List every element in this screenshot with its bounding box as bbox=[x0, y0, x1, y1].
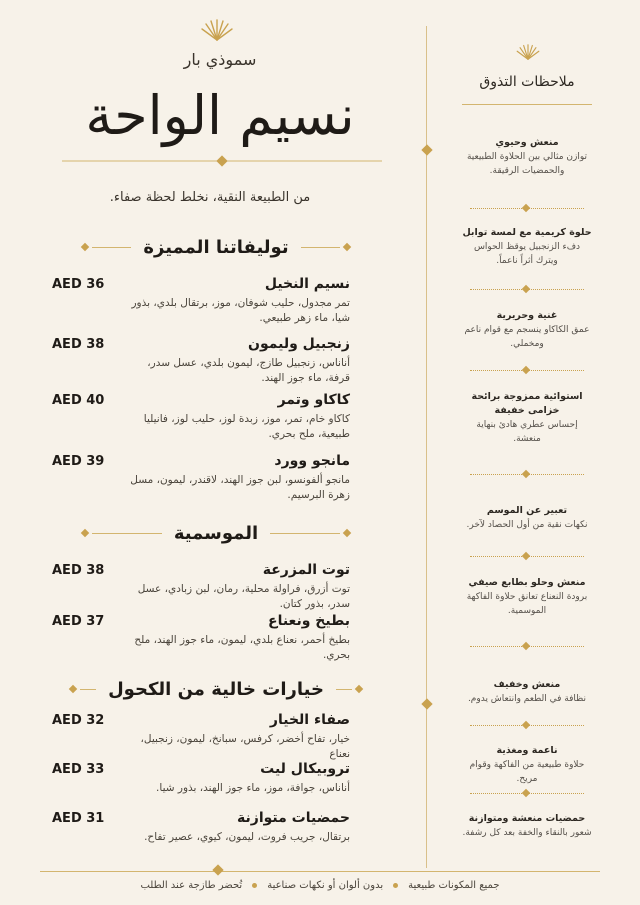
menu-item bbox=[52, 276, 350, 326]
footer bbox=[40, 880, 600, 891]
note-heading: منعش وحلو بطابع صيفي bbox=[468, 577, 586, 588]
item-description: مانجو ألفونسو، لبن جوز الهند، لاقندر، ليمون، مسل زهرة البرسيم. bbox=[130, 474, 350, 501]
sidebar-divider bbox=[462, 104, 592, 105]
item-description: تمر مجدول، حليب شوفان، موز، برتقال بلدي، بذور شيا، ماء زهر طبيعي. bbox=[131, 297, 350, 324]
item-price: AED 39 bbox=[52, 454, 105, 469]
diamond-icon bbox=[421, 144, 432, 155]
diamond-icon bbox=[343, 529, 351, 537]
tasting-note bbox=[462, 226, 592, 268]
note-body: عمق الكاكاو ينسجم مع قوام ناعم ومخملي. bbox=[464, 325, 590, 349]
tasting-note bbox=[462, 744, 592, 786]
note-body: نظافة في الطعم وانتعاش يدوم. bbox=[467, 694, 587, 704]
tasting-note bbox=[462, 309, 592, 351]
diamond-icon bbox=[69, 685, 77, 693]
footer-divider bbox=[40, 871, 600, 872]
note-heading: تعبير عن الموسم bbox=[486, 505, 568, 516]
diamond-icon bbox=[81, 243, 89, 251]
item-description: أناناس، زنجبيل طازج، ليمون بلدي، عسل سدر، قرفة، ماء جوز الهند. bbox=[147, 357, 350, 384]
diamond-icon bbox=[355, 685, 363, 693]
section-title: توليفاتنا المميزة bbox=[143, 236, 289, 258]
footer-item: بدون ألوان أو نكهات صناعية bbox=[267, 880, 384, 891]
tasting-note bbox=[462, 504, 592, 532]
note-body: توازن مثالي بين الحلاوة الطبيعية والحمضيات الرقيقة. bbox=[466, 152, 588, 176]
note-body: إحساس عطري هادئ بنهاية منعشة. bbox=[476, 420, 578, 444]
menu-item bbox=[52, 810, 350, 845]
menu-item bbox=[52, 453, 350, 503]
bullet-icon bbox=[252, 883, 257, 888]
item-price: AED 38 bbox=[52, 337, 105, 352]
item-price: AED 40 bbox=[52, 393, 105, 408]
menu-subtitle: سموذي بار bbox=[183, 50, 257, 69]
dotted-divider bbox=[470, 793, 584, 795]
note-body: دفء الزنجبيل يوقظ الحواس ويترك أثراً ناعماً. bbox=[473, 242, 581, 266]
item-price: AED 32 bbox=[52, 713, 105, 728]
item-price: AED 36 bbox=[52, 277, 105, 292]
dotted-divider bbox=[470, 474, 584, 476]
item-price: AED 38 bbox=[52, 563, 105, 578]
diamond-icon bbox=[343, 243, 351, 251]
item-description: خيار، تفاح أخضر، كرفس، سبانخ، ليمون، زنجبيل، نعناع bbox=[140, 733, 350, 760]
note-body: نكهات نقية من أول الحصاد لآخر. bbox=[466, 520, 588, 530]
title-divider bbox=[62, 155, 382, 167]
item-name: نسيم النخيل bbox=[264, 276, 350, 292]
section-heading-non-alcoholic bbox=[66, 675, 366, 703]
menu-item bbox=[52, 761, 350, 796]
tasting-note bbox=[462, 390, 592, 446]
item-name: توت المزرعة bbox=[262, 562, 350, 578]
fan-ornament-icon bbox=[199, 18, 235, 42]
section-heading-seasonal bbox=[78, 519, 354, 547]
tagline: من الطبيعة النقية، نخلط لحظة صفاء. bbox=[109, 190, 311, 205]
note-heading: حلوة كريمية مع لمسة توابل bbox=[462, 227, 592, 238]
note-heading: منعش وحيوي bbox=[495, 137, 559, 148]
item-name: كاكاو وتمر bbox=[277, 392, 350, 408]
note-heading: ناعمة ومغذية bbox=[496, 745, 558, 756]
section-heading-signature bbox=[78, 233, 354, 261]
menu-item bbox=[52, 613, 350, 663]
dotted-divider bbox=[470, 646, 584, 648]
item-name: تروبيكال ليت bbox=[260, 761, 350, 777]
note-body: برودة النعناع تعانق حلاوة الفاكهة الموسمية. bbox=[466, 592, 588, 616]
item-name: صفاء الخيار bbox=[269, 712, 350, 728]
tasting-note bbox=[462, 678, 592, 706]
section-title: خيارات خالية من الكحول bbox=[108, 678, 324, 700]
tasting-notes-title: ملاحظات التذوق bbox=[479, 74, 575, 90]
menu-item bbox=[52, 392, 350, 442]
diamond-icon bbox=[81, 529, 89, 537]
page-title: نسيم الواحة bbox=[85, 84, 355, 147]
note-body: حلاوة طبيعية من الفاكهة وقوام مريح. bbox=[469, 760, 585, 784]
section-title: الموسمية bbox=[173, 522, 259, 544]
item-name: مانجو وورد bbox=[274, 453, 350, 469]
menu-item bbox=[52, 562, 350, 612]
item-name: حمضيات متوازنة bbox=[237, 810, 350, 826]
tasting-note bbox=[462, 812, 592, 840]
dotted-divider bbox=[470, 370, 584, 372]
tasting-note bbox=[462, 576, 592, 618]
fan-ornament-icon bbox=[515, 42, 541, 62]
note-heading: استوائية ممزوجة برائحة خزامى خفيفة bbox=[471, 391, 583, 416]
item-description: أناناس، جوافة، موز، ماء جوز الهند، بذور شيا. bbox=[156, 782, 350, 794]
item-price: AED 37 bbox=[52, 614, 105, 629]
item-price: AED 31 bbox=[52, 811, 105, 826]
dotted-divider bbox=[470, 556, 584, 558]
menu-item bbox=[52, 712, 350, 762]
dotted-divider bbox=[470, 725, 584, 727]
note-heading: حمضيات منعشة ومتوازنة bbox=[468, 813, 586, 824]
note-heading: غنية وحريرية bbox=[496, 310, 558, 321]
menu-item bbox=[52, 336, 350, 386]
item-description: بطيخ أحمر، نعناع بلدي، ليمون، ماء جوز الهند، ملح بحري. bbox=[134, 634, 350, 661]
item-name: بطيخ ونعناع bbox=[268, 613, 350, 629]
item-description: برتقال، جريب فروت، ليمون، كيوي، عصير تفاح. bbox=[144, 831, 350, 843]
dotted-divider bbox=[470, 208, 584, 210]
item-name: زنجبيل وليمون bbox=[248, 336, 350, 352]
item-description: توت أزرق، فراولة محلية، رمان، لبن زبادي، عسل سدر، بذور كتان. bbox=[137, 583, 350, 610]
footer-item: تُحضر طازجة عند الطلب bbox=[140, 880, 243, 891]
footer-item: جميع المكونات طبيعية bbox=[408, 880, 500, 891]
note-heading: منعش وخفيف bbox=[493, 679, 561, 690]
item-price: AED 33 bbox=[52, 762, 105, 777]
diamond-icon bbox=[212, 864, 223, 875]
diamond-icon bbox=[421, 698, 432, 709]
tasting-note bbox=[462, 136, 592, 178]
dotted-divider bbox=[470, 289, 584, 291]
bullet-icon bbox=[393, 883, 398, 888]
item-description: كاكاو خام، تمر، موز، زبدة لوز، حليب لوز، فانيليا طبيعية، ملح بحري. bbox=[143, 413, 350, 440]
note-body: شعور بالنقاء والخفة بعد كل رشفة. bbox=[462, 828, 592, 838]
